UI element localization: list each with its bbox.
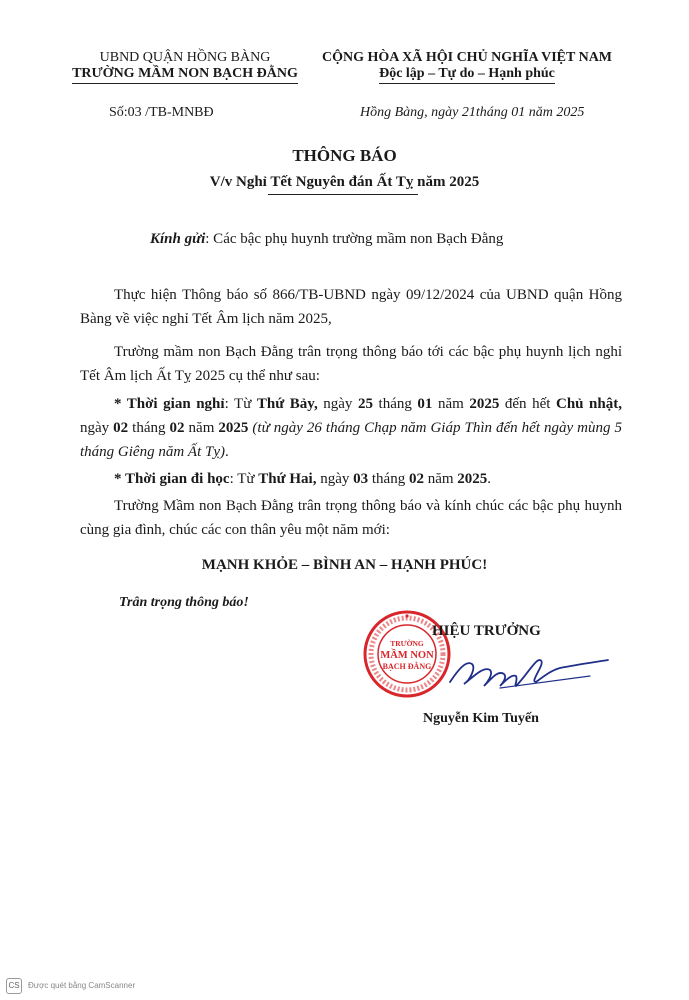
text-fragment: : Từ xyxy=(224,396,257,412)
stamp-line-1: TRƯỜNG xyxy=(390,639,424,648)
holiday-start-weekday: Thứ Bảy, xyxy=(256,396,318,412)
subject-underline xyxy=(268,194,418,195)
national-motto xyxy=(322,66,612,84)
text-fragment: . xyxy=(487,471,492,487)
stamp-line-2: MẦM NON xyxy=(380,650,434,661)
closing-remark: Trân trọng thông báo! xyxy=(119,595,249,610)
document-title: THÔNG BÁO xyxy=(292,146,397,165)
addressee-text: : Các bậc phụ huynh trường mầm non Bạch Đằng xyxy=(205,231,504,247)
stamp-line-3: BẠCH ĐẰNG xyxy=(382,662,432,671)
camscanner-icon: CS xyxy=(6,978,22,994)
paragraph-reference-text: Thực hiện Thông báo số 866/TB-UBND ngày 09/12/2024 của UBND quận Hồng Bàng về việc nghỉ Tết Âm lịch năm 2025, xyxy=(80,287,622,327)
paragraph-reference xyxy=(80,283,622,331)
holiday-start-month: 01 xyxy=(417,396,433,412)
issuer-block xyxy=(60,50,310,84)
addressee-line xyxy=(150,231,503,248)
handwritten-signature xyxy=(440,640,610,700)
return-day: 03 xyxy=(353,471,369,487)
paragraph-announcement xyxy=(80,340,622,388)
holiday-period-label: * Thời gian nghỉ xyxy=(114,396,225,412)
text-fragment: . xyxy=(224,444,229,460)
holiday-period xyxy=(80,392,622,464)
new-year-slogan: MẠNH KHỎE – BÌNH AN – HẠNH PHÚC! xyxy=(201,557,488,573)
national-title: CỘNG HÒA XÃ HỘI CHỦ NGHĨA VIỆT NAM xyxy=(322,50,613,65)
holiday-start-day: 25 xyxy=(357,396,373,412)
return-year: 2025 xyxy=(457,471,488,487)
paragraph-announcement-text: Trường mầm non Bạch Đằng trân trọng thông báo tới các bậc phụ huynh lịch nghỉ Tết Âm lịch Ất Tỵ 2025 cụ thể như sau: xyxy=(80,344,622,384)
document-number: Số:03 /TB-MNBĐ xyxy=(109,105,214,120)
issuer-school xyxy=(60,66,310,84)
return-weekday: Thứ Hai, xyxy=(258,471,317,487)
holiday-end-month: 02 xyxy=(169,420,185,436)
lunar-calendar-note: (từ ngày 26 tháng Chạp năm Giáp Thìn đến hết ngày mùng 5 tháng Giêng năm Ất Tỵ) xyxy=(80,420,623,460)
text-fragment: năm xyxy=(184,420,219,436)
text-fragment: ngày xyxy=(317,396,358,412)
national-motto-block xyxy=(322,50,612,84)
text-fragment: tháng xyxy=(372,396,418,412)
text-fragment: đến hết xyxy=(499,396,556,412)
addressee-label: Kính gửi xyxy=(150,231,206,247)
paragraph-greeting-text: Trường Mầm non Bạch Đằng trân trọng thông báo và kính chúc các bậc phụ huynh cùng gia đình, chúc các con thân yêu một năm mới: xyxy=(80,498,622,538)
school-return-label: * Thời gian đi học xyxy=(114,471,230,487)
paragraph-greeting xyxy=(80,494,622,542)
text-fragment: tháng xyxy=(128,420,170,436)
holiday-end-day: 02 xyxy=(113,420,129,436)
school-return xyxy=(80,467,622,491)
text-fragment: năm xyxy=(432,396,470,412)
signer-title: HIỆU TRƯỞNG xyxy=(432,623,541,639)
scanner-text: Được quét bằng CamScanner xyxy=(28,981,136,991)
text-fragment: ngày xyxy=(80,420,114,436)
national-motto-text: Độc lập – Tự do – Hạnh phúc xyxy=(379,66,555,84)
scanner-watermark xyxy=(6,978,135,994)
issuer-school-name: TRƯỜNG MẦM NON BẠCH ĐẰNG xyxy=(72,66,298,84)
text-fragment: : Từ xyxy=(229,471,259,487)
holiday-end-weekday: Chủ nhật, xyxy=(555,396,622,412)
signer-name: Nguyễn Kim Tuyến xyxy=(423,711,539,726)
text-fragment: ngày xyxy=(316,471,354,487)
issuer-district: UBND QUẬN HỒNG BÀNG xyxy=(99,50,271,65)
document-date: Hồng Bàng, ngày 21tháng 01 năm 2025 xyxy=(360,105,585,120)
text-fragment: tháng xyxy=(368,471,409,487)
return-month: 02 xyxy=(408,471,424,487)
holiday-start-year: 2025 xyxy=(469,396,500,412)
text-fragment: năm xyxy=(423,471,458,487)
document-subject: V/v Nghỉ Tết Nguyên đán Ất Tỵ năm 2025 xyxy=(209,174,480,190)
holiday-end-year: 2025 xyxy=(218,420,249,436)
